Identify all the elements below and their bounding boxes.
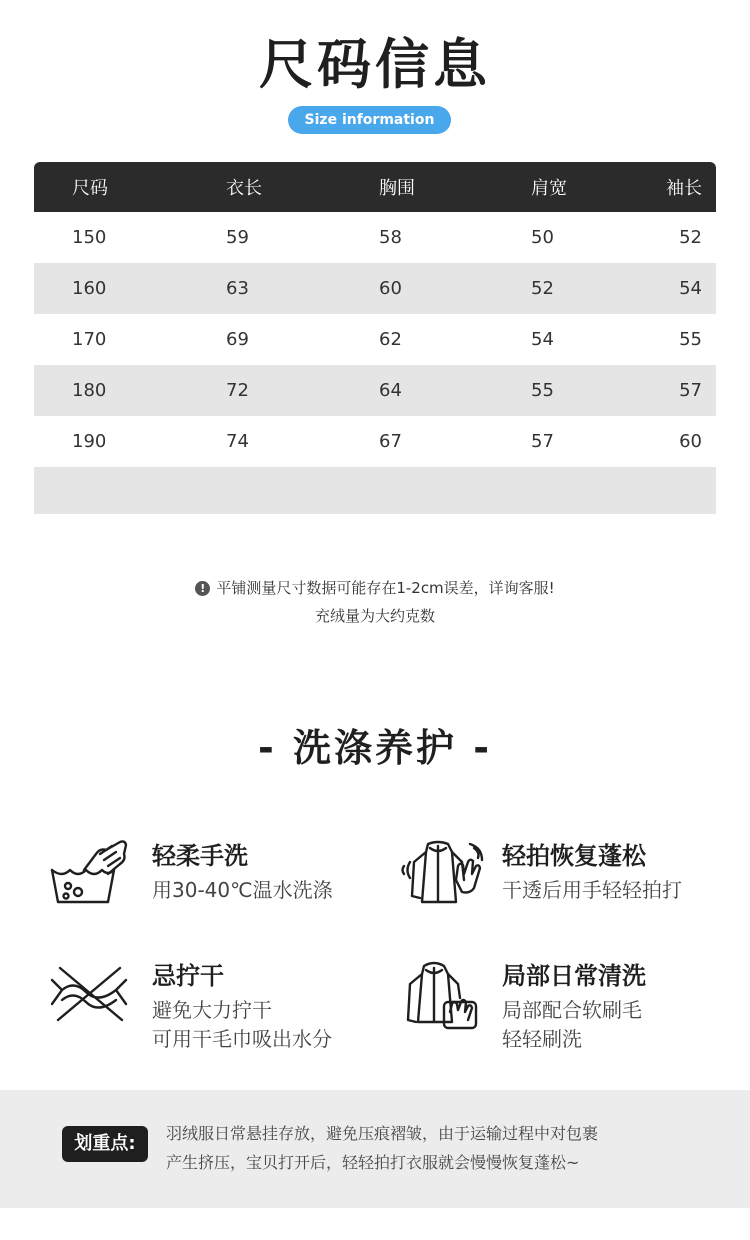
size-table (34, 162, 716, 514)
table-cell: 67 (379, 431, 402, 452)
table-cell: 63 (226, 278, 249, 299)
table-row (34, 365, 716, 416)
tip-line: 产生挤压，宝贝打开后，轻轻拍打衣服就会慢慢恢复蓬松~ (166, 1153, 580, 1172)
table-cell: 55 (679, 329, 702, 350)
table-cell: 180 (72, 380, 107, 401)
table-cell: 60 (379, 278, 402, 299)
column-header-chest: 胸围 (379, 178, 415, 199)
table-cell: 72 (226, 380, 249, 401)
measurement-note: 平铺测量尺寸数据可能存在1-2cm误差，详询客服! (216, 579, 555, 597)
table-cell: 54 (679, 278, 702, 299)
jacket-brush-icon (400, 960, 484, 1038)
table-cell: 60 (679, 431, 702, 452)
hand-wash-basin-icon (50, 840, 134, 918)
table-row (34, 416, 716, 467)
care-item-title: 轻柔手洗 (152, 842, 248, 870)
jacket-pat-icon (400, 840, 484, 918)
table-row (34, 212, 716, 263)
table-header (34, 162, 716, 212)
table-cell: 64 (379, 380, 402, 401)
table-cell: 74 (226, 431, 249, 452)
care-item-desc: 可用干毛巾吸出水分 (152, 1027, 332, 1051)
table-empty-row (34, 467, 716, 514)
table-cell: 54 (531, 329, 554, 350)
table-cell: 52 (531, 278, 554, 299)
table-cell: 160 (72, 278, 107, 299)
table-cell: 52 (679, 227, 702, 248)
care-item-desc: 避免大力拧干 (152, 998, 272, 1022)
care-item-desc: 干透后用手轻轻拍打 (502, 878, 682, 902)
table-cell: 58 (379, 227, 402, 248)
column-header-shoulder: 肩宽 (531, 178, 567, 199)
tip-line: 羽绒服日常悬挂存放，避免压痕褶皱，由于运输过程中对包裹 (166, 1124, 599, 1143)
column-header-length: 衣长 (226, 178, 262, 199)
care-item-desc: 轻轻刷洗 (502, 1027, 582, 1051)
table-cell: 59 (226, 227, 249, 248)
table-cell: 57 (679, 380, 702, 401)
table-cell: 57 (531, 431, 554, 452)
page-title: 尺码信息 (259, 33, 491, 96)
table-cell: 150 (72, 227, 107, 248)
tip-label: 划重点: (62, 1126, 148, 1162)
care-item-desc: 局部配合软刷毛 (502, 998, 642, 1022)
care-section-title: - 洗涤养护 - (257, 726, 492, 770)
table-row (34, 263, 716, 314)
fill-note: 充绒量为大约克数 (314, 607, 435, 625)
table-cell: 170 (72, 329, 107, 350)
table-row (34, 314, 716, 365)
care-item-desc: 用30-40℃温水洗涤 (152, 878, 333, 902)
warning-icon: ! (195, 581, 210, 596)
no-wring-icon (50, 960, 134, 1038)
table-cell: 55 (531, 380, 554, 401)
table-cell: 69 (226, 329, 249, 350)
size-info-pill: Size information (288, 106, 451, 134)
tip-text (166, 1119, 726, 1177)
care-item-title: 忌拧干 (152, 962, 224, 990)
column-header-sleeve: 袖长 (666, 178, 702, 199)
table-cell: 190 (72, 431, 107, 452)
column-header-size: 尺码 (72, 178, 108, 199)
care-item-title: 轻拍恢复蓬松 (502, 842, 646, 870)
table-cell: 50 (531, 227, 554, 248)
care-item-title: 局部日常清洗 (502, 962, 646, 990)
table-cell: 62 (379, 329, 402, 350)
measurement-notes (0, 574, 750, 630)
